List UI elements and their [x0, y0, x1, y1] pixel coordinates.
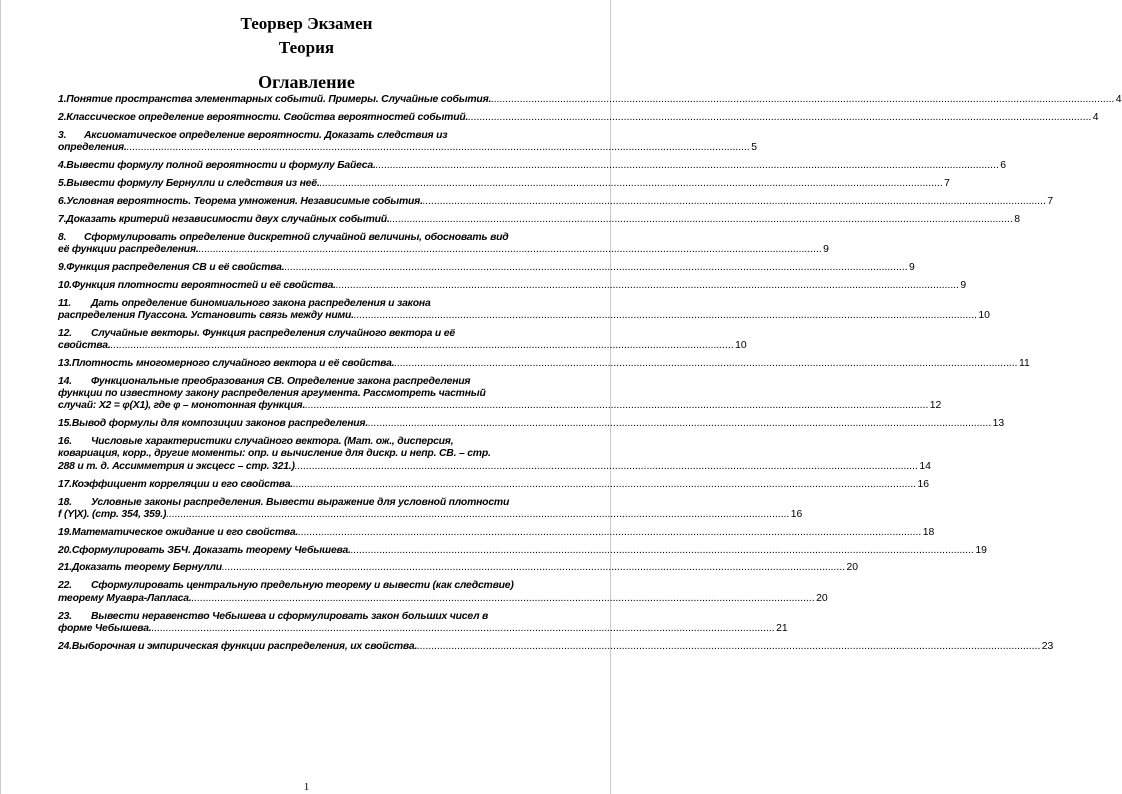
- toc-entry-number: 14.: [58, 375, 72, 387]
- toc-dot-leader: [305, 400, 929, 412]
- toc-dot-leader: [298, 527, 922, 539]
- toc-entry[interactable]: [58, 436, 931, 473]
- toc-entry-text: Функция плотности вероятностей и её свойства.: [71, 279, 336, 291]
- toc-entry-text: случай: X2 = φ(X1), где φ – монотонная функция.: [58, 400, 306, 412]
- toc-entry-text: Функциональные преобразования СВ. Определение закона распределения: [91, 375, 471, 387]
- toc-entry[interactable]: [58, 418, 1005, 430]
- toc-dot-leader: [491, 94, 1115, 106]
- toc-entry-page: 9: [960, 279, 967, 291]
- toc-entry-text: Вывести неравенство Чебышева и сформулировать закон больших чисел в: [91, 610, 489, 622]
- toc-entry[interactable]: [58, 279, 967, 292]
- toc-entry-text: f (Y|X). (стр. 354, 359.): [58, 508, 167, 520]
- toc-entry-text: Условные законы распределения. Вывести выражение для условной плотности: [91, 496, 510, 508]
- toc-entry-text: Классическое определение вероятности. Свойства вероятностей событий.: [66, 111, 469, 123]
- toc-entry-text: форме Чебышева.: [58, 622, 152, 634]
- toc-entry-number: 10.: [58, 279, 72, 291]
- toc-dot-leader: [320, 178, 944, 190]
- toc-entry-text: Плотность многомерного случайного вектора и её свойства.: [71, 357, 395, 369]
- toc-entry-page: 18: [922, 526, 935, 538]
- toc-entry-page: 9: [823, 243, 829, 255]
- toc-entry-text: Функция распределения СВ и её свойства.: [66, 261, 285, 273]
- toc-entry-number: 18.: [58, 496, 72, 508]
- toc-entry-number: 8.: [58, 231, 67, 243]
- toc-entry-number: 5.: [58, 177, 67, 189]
- toc-entry[interactable]: [58, 177, 950, 190]
- toc-entry-number: 9.: [58, 261, 67, 273]
- toc-entry-text: Сформулировать центральную предельную теорему и вывести (как следствие): [91, 580, 514, 592]
- toc-heading: Оглавление: [258, 72, 355, 92]
- toc-dot-leader: [192, 593, 816, 605]
- toc-entry-page: 9: [909, 261, 915, 273]
- toc-entry-page: 4: [1092, 111, 1099, 123]
- toc-dot-leader: [354, 310, 978, 322]
- toc-entry-text: Случайные векторы. Функция распределения случайного вектора и её: [91, 327, 455, 339]
- toc-entry-page: 20: [846, 562, 859, 574]
- toc-dot-leader: [417, 641, 1041, 653]
- toc-dot-leader: [166, 509, 790, 521]
- toc-entry-number: 19.: [58, 526, 72, 538]
- toc-entry-number: 3.: [58, 129, 67, 141]
- toc-entry-number: 21.: [58, 562, 72, 574]
- toc-entry-page: 20: [816, 592, 828, 604]
- toc-entry[interactable]: [58, 159, 1006, 172]
- toc-entry-text: Числовые характеристики случайного вектора. (Мат. ож., дисперсия,: [91, 436, 454, 448]
- toc-dot-leader: [368, 418, 992, 430]
- document-subtitle: Теория: [278, 38, 335, 57]
- page-number: 1: [303, 781, 310, 793]
- toc-entry[interactable]: [58, 297, 990, 323]
- toc-entry[interactable]: [58, 129, 757, 155]
- toc-entry[interactable]: [58, 94, 1122, 106]
- toc-entry-number: 16.: [58, 436, 72, 448]
- toc-entry-text: её функции распределения.: [58, 243, 199, 255]
- toc-dot-leader: [423, 196, 1047, 208]
- toc-entry-text: Математическое ожидание и его свойства.: [71, 526, 299, 538]
- toc-entry-text: Сформулировать определение дискретной случайной величины, обосновать вид: [84, 231, 509, 243]
- toc-entry-number: 2.: [58, 111, 67, 123]
- toc-entry[interactable]: [58, 195, 1054, 208]
- toc-entry-number: 7.: [58, 213, 67, 225]
- toc-entry-page: 16: [790, 508, 803, 520]
- toc-entry[interactable]: [58, 496, 803, 522]
- toc-dot-leader: [222, 562, 846, 574]
- toc-entry-number: 6.: [58, 195, 67, 207]
- toc-entry-page: 10: [978, 309, 990, 321]
- toc-entry-text: функции по известному закону распределения аргумента. Рассмотреть частный: [58, 388, 486, 400]
- toc-dot-leader: [468, 112, 1092, 124]
- toc-entry-page: 5: [751, 142, 757, 154]
- toc-entry-number: 13.: [58, 357, 72, 369]
- toc-entry[interactable]: [58, 111, 1099, 124]
- toc-entry-text: Условная вероятность. Теорема умножения. Независимые события.: [66, 195, 423, 207]
- toc-entry-page: 12: [929, 400, 942, 412]
- toc-entry-text: теорему Муавра-Лапласа.: [58, 592, 192, 604]
- toc-entry-text: Сформулировать ЗБЧ. Доказать теорему Чебышева.: [71, 544, 351, 556]
- toc-entry[interactable]: [58, 580, 828, 605]
- toc-entry-page: 14: [919, 460, 931, 472]
- toc-entry[interactable]: [58, 375, 942, 413]
- toc-entry[interactable]: [58, 478, 930, 491]
- toc-dot-leader: [152, 623, 776, 635]
- toc-entry-page: 11: [1018, 357, 1030, 369]
- toc-entry[interactable]: [58, 231, 829, 257]
- toc-entry-text: свойства.: [58, 339, 111, 351]
- toc-entry[interactable]: [58, 562, 859, 574]
- toc-entry-page: 4: [1115, 94, 1122, 105]
- toc-dot-leader: [376, 160, 1000, 172]
- toc-entry-number: 4.: [58, 159, 67, 171]
- toc-entry-number: 24.: [58, 640, 72, 652]
- toc-entry-number: 17.: [58, 478, 72, 490]
- toc-entry-text: определения.: [58, 142, 127, 154]
- toc-entry[interactable]: [58, 261, 915, 274]
- toc-entry-text: Аксиоматическое определение вероятности. Доказать следствия из: [84, 129, 448, 141]
- toc-entry-number: 11.: [58, 297, 72, 309]
- toc-entry[interactable]: [58, 357, 1030, 370]
- toc-entry-text: Доказать теорему Бернулли: [71, 562, 222, 574]
- toc-entry-page: 10: [735, 339, 747, 351]
- table-of-contents: [58, 94, 1122, 659]
- toc-entry-page: 8: [1014, 213, 1020, 225]
- toc-entry-text: Коэффициент корреляции и его свойства.: [71, 478, 293, 490]
- toc-dot-leader: [127, 142, 751, 154]
- toc-dot-leader: [284, 262, 908, 274]
- toc-entry[interactable]: [58, 213, 1020, 226]
- toc-entry-text: ковариация, корр., другие моменты: опр. и вычисление для дискр. и непр. СВ. – стр.: [58, 448, 491, 460]
- toc-dot-leader: [336, 280, 960, 292]
- toc-entry[interactable]: [58, 327, 747, 353]
- toc-entry-number: 12.: [58, 327, 72, 339]
- toc-entry[interactable]: [58, 640, 1054, 653]
- toc-entry-text: распределения Пуассона. Установить связь между ними.: [58, 309, 354, 321]
- toc-dot-leader: [111, 340, 735, 352]
- toc-entry-number: 23.: [58, 610, 72, 622]
- toc-entry-text: Выборочная и эмпирическая функции распределения, их свойства.: [71, 640, 418, 652]
- toc-dot-leader: [390, 214, 1014, 226]
- toc-dot-leader: [351, 545, 975, 557]
- toc-entry[interactable]: [58, 610, 788, 636]
- toc-entry-page: 7: [1047, 195, 1054, 207]
- toc-entry-page: 19: [975, 544, 987, 556]
- toc-entry[interactable]: [58, 544, 987, 557]
- toc-entry-text: Доказать критерий независимости двух случайных событий.: [66, 213, 390, 225]
- toc-entry-text: Вывести формулу Бернулли и следствия из неё.: [66, 177, 320, 189]
- toc-entry[interactable]: [58, 526, 935, 539]
- toc-entry-text: 288 и т. д. Ассимметрия и эксцесс – стр. 321.): [58, 460, 295, 472]
- toc-entry-page: 13: [992, 418, 1005, 430]
- toc-entry-text: Понятие пространства элементарных событий. Примеры. Случайные события.: [66, 94, 492, 105]
- toc-entry-number: 15.: [58, 418, 72, 430]
- toc-entry-text: Дать определение биномиального закона распределения и закона: [91, 297, 431, 309]
- toc-entry-page: 7: [944, 177, 950, 189]
- toc-dot-leader: [199, 244, 823, 256]
- document-title: Теорвер Экзамен: [240, 14, 373, 33]
- toc-entry-page: 21: [776, 622, 788, 634]
- toc-entry-text: Вывести формулу полной вероятности и формулу Байеса.: [66, 159, 376, 171]
- toc-entry-number: 20.: [58, 544, 72, 556]
- toc-entry-page: 23: [1041, 640, 1054, 652]
- toc-entry-page: 16: [917, 478, 930, 490]
- toc-entry-number: 1.: [58, 94, 67, 105]
- toc-dot-leader: [394, 358, 1018, 370]
- toc-entry-page: 6: [1000, 159, 1006, 171]
- toc-entry-text: Вывод формулы для композиции законов распределения.: [71, 418, 369, 430]
- toc-entry-number: 22.: [58, 580, 72, 592]
- toc-dot-leader: [293, 479, 917, 491]
- toc-dot-leader: [295, 461, 919, 473]
